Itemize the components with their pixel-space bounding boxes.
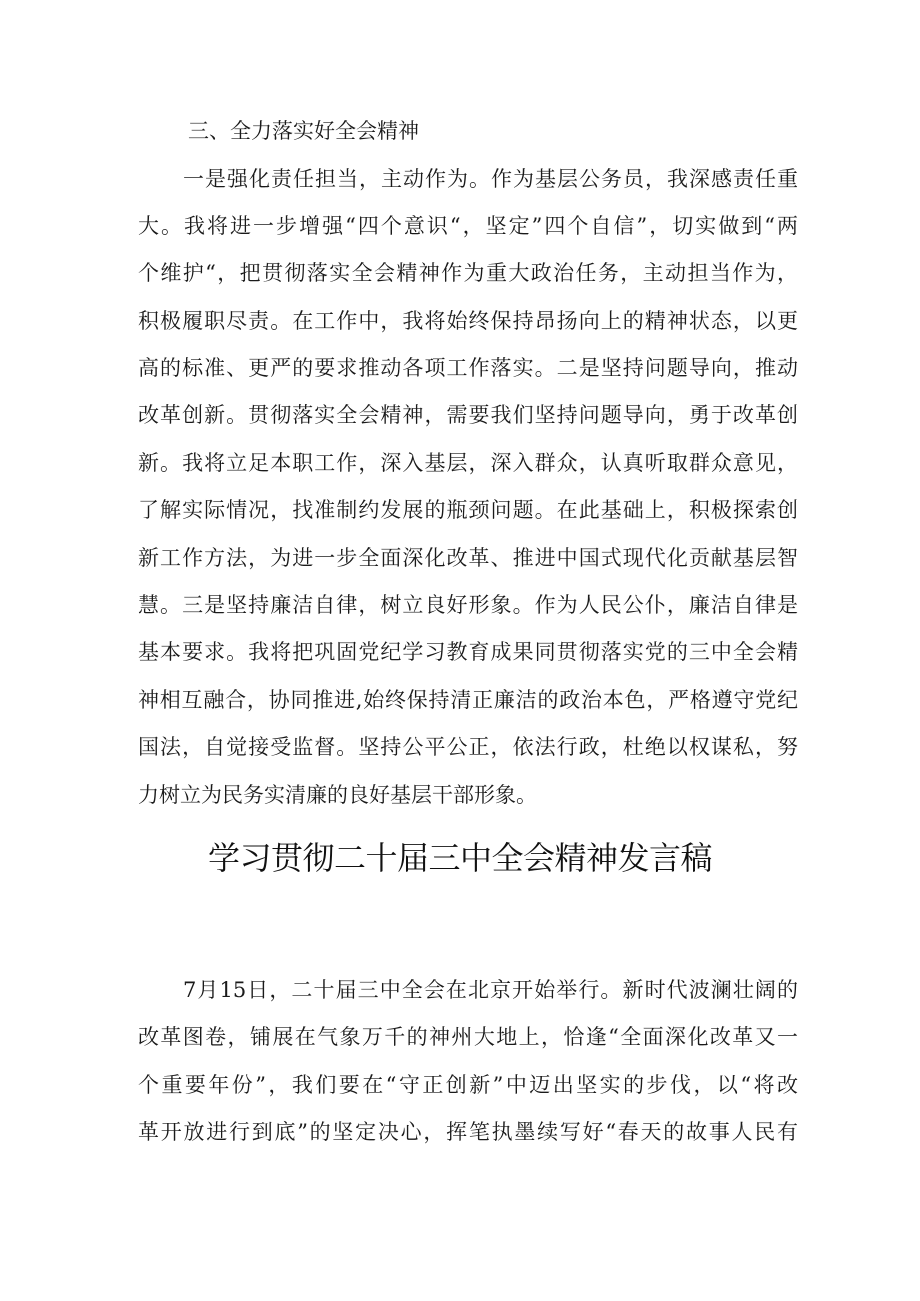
paragraph-line: 神相互融合，协同推进,始终保持清正廉洁的政治本色，严格遵守党纪 [138, 688, 798, 712]
paragraph-line: 改革创新。贯彻落实全会精神，需要我们坚持问题导向，勇于改革创 [138, 403, 798, 427]
paragraph-line: 力树立为民务实清廉的良好基层干部形象。 [138, 783, 537, 807]
paragraph-line: 个维护“，把贯彻落实全会精神作为重大政治任务，主动担当作为， [138, 261, 798, 285]
paragraph-line: 7月15日，二十届三中全会在北京开始举行。新时代波澜壮阔的 [183, 978, 798, 1002]
paragraph-line: 新工作方法，为进一步全面深化改革、推进中国式现代化贡献基层智 [138, 546, 798, 570]
paragraph-line: 新。我将立足本职工作，深入基层，深入群众，认真听取群众意见， [138, 451, 798, 475]
paragraph-line: 基本要求。我将把巩固党纪学习教育成果同贯彻落实党的三中全会精 [138, 640, 798, 664]
paragraph-line: 革开放进行到底”的坚定决心，挥笔执墨续写好“春天的故事人民有 [138, 1120, 798, 1144]
section-heading: 三、全力落实好全会精神 [188, 119, 419, 143]
paragraph-line: 国法，自觉接受监督。坚持公平公正，依法行政，杜绝以权谋私，努 [138, 735, 798, 759]
paragraph-line: 高的标准、更严的要求推动各项工作落实。二是坚持问题导向，推动 [138, 356, 798, 380]
paragraph-line: 了解实际情况，找准制约发展的瓶颈问题。在此基础上，积极探索创 [138, 498, 798, 522]
paragraph-line: 个重要年份”，我们要在“守正创新”中迈出坚实的步伐，以“将改 [138, 1073, 798, 1097]
paragraph-line: 积极履职尽责。在工作中，我将始终保持昂扬向上的精神状态，以更 [138, 309, 798, 333]
document-title: 学习贯彻二十届三中全会精神发言稿 [207, 839, 712, 877]
paragraph-line: 大。我将进一步增强“四个意识“，坚定”四个自信”，切实做到“两 [138, 214, 798, 238]
paragraph-line: 慧。三是坚持廉洁自律，树立良好形象。作为人民公仆，廉洁自律是 [138, 593, 798, 617]
paragraph-line: 改革图卷，铺展在气象万千的神州大地上，恰逢“全面深化改革又一 [138, 1025, 798, 1049]
paragraph-line: 一是强化责任担当，主动作为。作为基层公务员，我深感责任重 [183, 167, 798, 191]
